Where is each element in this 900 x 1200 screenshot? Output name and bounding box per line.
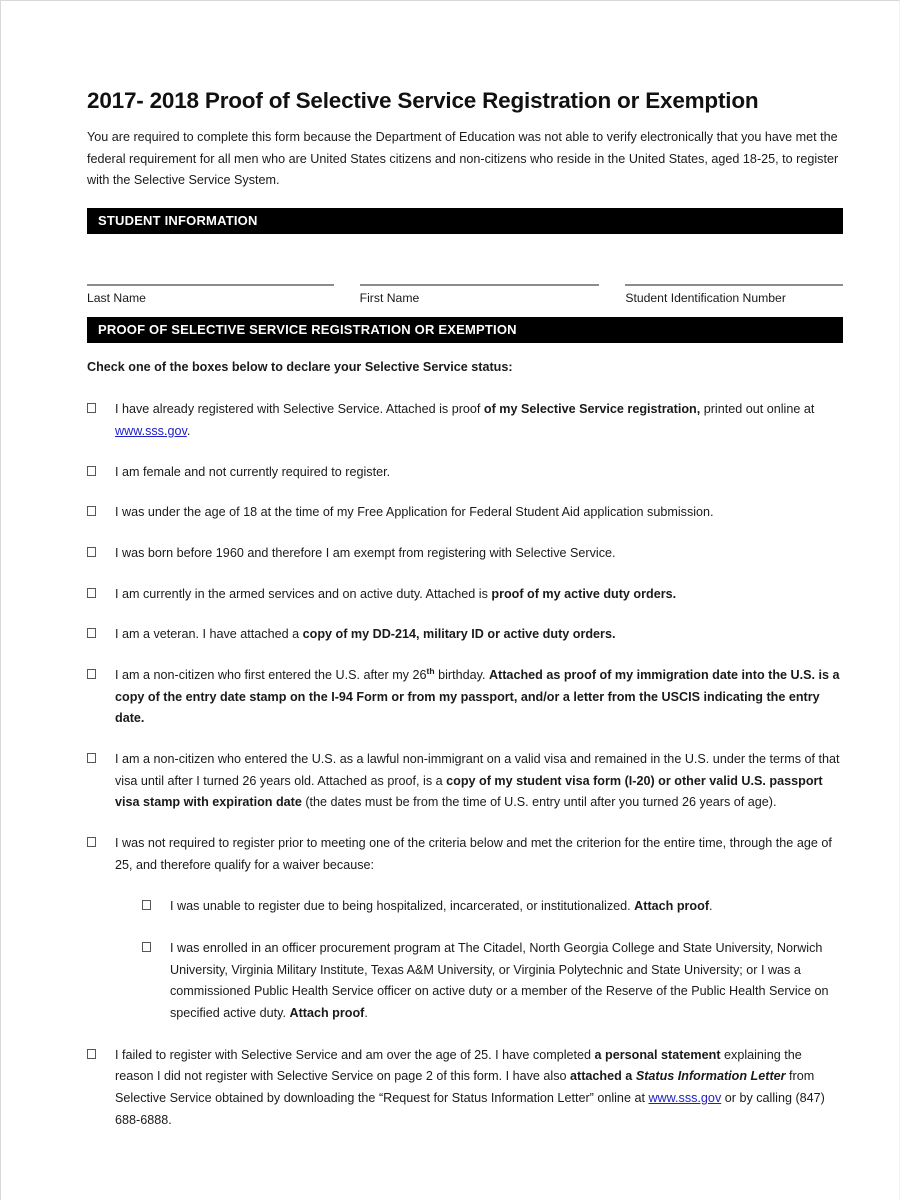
text-run: I have already registered with Selective Service. Attached is proof xyxy=(115,402,484,417)
checkbox-item-female[interactable] xyxy=(87,462,843,484)
text-run: or by calling (847) 688-6888. xyxy=(115,1090,825,1127)
checkbox-label-noncitizen-visa xyxy=(115,749,843,814)
text-run-bold: proof of my active duty orders. xyxy=(491,586,677,601)
checkbox-label-registered xyxy=(115,399,843,442)
checkbox-icon-veteran[interactable] xyxy=(87,628,96,638)
checkbox-label-waiver-officer-program xyxy=(170,938,843,1025)
checkbox-item-failed-to-register[interactable] xyxy=(87,1045,843,1132)
first-name-label: First Name xyxy=(359,291,420,306)
student-information-fields xyxy=(87,284,843,307)
link-sss-gov-status-letter[interactable]: www.sss.gov xyxy=(648,1090,722,1105)
checkbox-item-born-before-1960[interactable] xyxy=(87,543,843,565)
student-id-label: Student Identification Number xyxy=(625,291,786,306)
checkbox-icon-failed-to-register[interactable] xyxy=(87,1049,96,1059)
text-run: I failed to register with Selective Service and am over the age of 25. I have completed xyxy=(115,1047,595,1062)
text-run-bold: of my Selective Service registration, xyxy=(483,402,701,417)
text-run-bold: copy of my student visa form (I-20) or other valid U.S. passport visa stamp with expiration date xyxy=(115,773,823,810)
text-run-bold: attached a xyxy=(570,1069,636,1084)
checkbox-icon-waiver-officer-program[interactable] xyxy=(142,942,151,952)
text-run: I am a non-citizen who first entered the U.S. after my 26 xyxy=(115,668,427,683)
checkbox-label-noncitizen-after-26 xyxy=(115,665,843,730)
intro-paragraph: You are required to complete this form because the Department of Education was not able to verify electronically that you have met the federal requirement for all men who are United States citizens and non-citizens who reside in the United States, aged 18-25, to register with the Selective Service System. xyxy=(87,130,839,188)
checkbox-label-under-18: I was under the age of 18 at the time of my Free Application for Federal Student Aid application submission. xyxy=(115,505,714,520)
text-run-bold: a personal statement xyxy=(594,1047,721,1062)
link-sss-gov[interactable]: www.sss.gov xyxy=(115,424,187,439)
checkbox-item-active-duty[interactable] xyxy=(87,584,843,606)
checkbox-label-waiver: I was not required to register prior to meeting one of the criteria below and met the criterion for the entire time, through the age of 25, and therefore qualify for a waiver because: xyxy=(115,836,832,872)
text-run: . xyxy=(364,1005,368,1020)
checkbox-item-noncitizen-visa[interactable] xyxy=(87,749,843,814)
checkbox-item-under-18[interactable] xyxy=(87,502,843,524)
text-run: (the dates must be from the time of U.S. entry until after you turned 26 years of age). xyxy=(301,795,777,810)
waiver-sub-checklist xyxy=(87,896,843,1024)
instruction-text: Check one of the boxes below to declare your Selective Service status: xyxy=(87,360,513,375)
checkbox-icon-born-before-1960[interactable] xyxy=(87,547,96,557)
checkbox-icon-registered[interactable] xyxy=(87,403,96,413)
text-run-bold: Attach proof xyxy=(289,1005,365,1020)
checkbox-icon-under-18[interactable] xyxy=(87,506,96,516)
text-run-superscript: th xyxy=(426,665,435,676)
text-run: printed out online at xyxy=(700,402,815,417)
checkbox-label-veteran xyxy=(115,624,843,646)
section-header-proof: PROOF OF SELECTIVE SERVICE REGISTRATION OR EXEMPTION xyxy=(87,317,843,343)
text-run: . xyxy=(709,899,713,914)
text-run-bold-italic: Status Information Letter xyxy=(635,1069,786,1084)
text-run: . xyxy=(186,424,191,439)
checkbox-icon-noncitizen-after-26[interactable] xyxy=(87,669,96,679)
text-run: I was enrolled in an officer procurement program at The Citadel, North Georgia College and State University, Norwich University, Virginia Military Institute, Texas A&M University, or Virginia Polytechnic and State University; or I was a commissioned Public Health Service officer on active duty or a member of the Reserve of the Public Health Service on specified active duty. xyxy=(170,940,829,1020)
selective-service-status-checklist xyxy=(87,399,843,1131)
text-run: I am currently in the armed services and on active duty. Attached is xyxy=(115,586,492,601)
first-name-field[interactable] xyxy=(360,284,600,307)
checkbox-icon-female[interactable] xyxy=(87,466,96,476)
checkbox-icon-waiver[interactable] xyxy=(87,837,96,847)
checkbox-item-veteran[interactable] xyxy=(87,624,843,646)
checkbox-item-noncitizen-after-26[interactable] xyxy=(87,665,843,730)
student-id-field[interactable] xyxy=(625,284,843,307)
checkbox-label-failed-to-register xyxy=(115,1045,843,1132)
text-run: from Selective Service obtained by downloading the “Request for Status Information Letter” online at xyxy=(115,1069,815,1105)
checkbox-icon-waiver-hospitalized[interactable] xyxy=(142,900,151,910)
text-run: I am a non-citizen who entered the U.S. as a lawful non-immigrant on a valid visa and remained in the U.S. under the terms of that visa until after I turned 26 years old. Attached as proof, is a xyxy=(115,752,840,788)
text-run: birthday. xyxy=(434,668,489,683)
checkbox-label-active-duty xyxy=(115,584,843,606)
text-run-bold: copy of my DD-214, military ID or active duty orders. xyxy=(302,627,616,642)
text-run: explaining the reason I did not register with Selective Service on page 2 of this form. I have also xyxy=(115,1047,802,1084)
document-content xyxy=(87,87,843,1150)
checkbox-label-waiver-hospitalized xyxy=(170,896,843,918)
checkbox-item-waiver-officer-program[interactable] xyxy=(142,938,843,1025)
last-name-field[interactable] xyxy=(87,284,334,307)
text-run: I am a veteran. I have attached a xyxy=(115,627,303,642)
checkbox-item-registered[interactable] xyxy=(87,399,843,442)
checkbox-icon-noncitizen-visa[interactable] xyxy=(87,753,96,763)
text-run-bold: Attach proof xyxy=(634,899,710,914)
checkbox-icon-active-duty[interactable] xyxy=(87,588,96,598)
checkbox-item-waiver[interactable] xyxy=(87,833,843,876)
last-name-label: Last Name xyxy=(87,291,146,306)
checkbox-label-female: I am female and not currently required to register. xyxy=(115,464,391,479)
checkbox-label-born-before-1960: I was born before 1960 and therefore I am exempt from registering with Selective Service. xyxy=(115,546,616,561)
text-run-bold: Attached as proof of my immigration date into the U.S. is a copy of the entry date stamp on the I-94 Form or from my passport, and/or a letter from the USCIS indicating the entry date. xyxy=(115,668,840,726)
text-run: I was unable to register due to being hospitalized, incarcerated, or institutionalized. xyxy=(170,899,635,914)
checkbox-item-waiver-hospitalized[interactable] xyxy=(142,896,843,918)
page-title: 2017- 2018 Proof of Selective Service Registration or Exemption xyxy=(87,88,759,113)
section-header-student-information: STUDENT INFORMATION xyxy=(87,208,843,234)
